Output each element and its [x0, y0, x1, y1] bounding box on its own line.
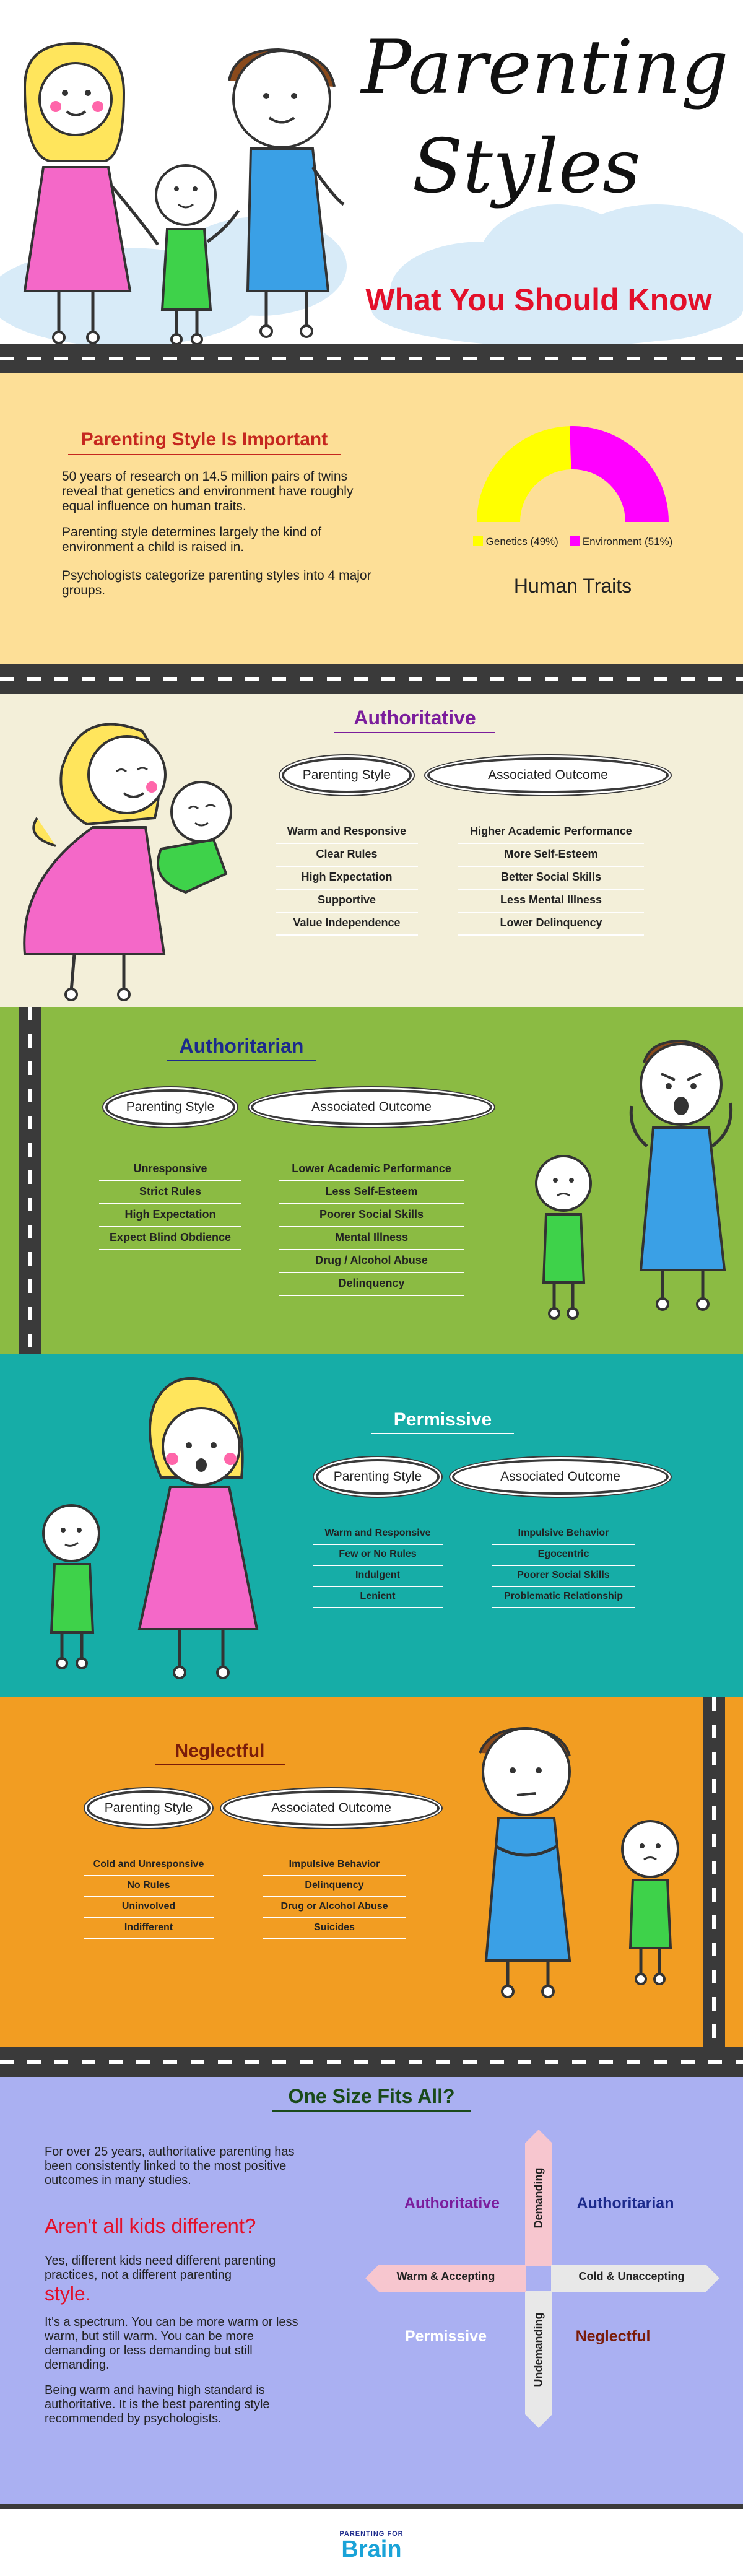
quadrant-neglectful: Neglectful: [575, 2328, 651, 2345]
style-item: Supportive: [276, 890, 418, 913]
road-divider: [0, 344, 743, 373]
angry-father-child-illustration: [520, 1007, 743, 1354]
outcome-item: Better Social Skills: [458, 867, 644, 890]
parenting-style-label: Parenting Style: [282, 757, 412, 793]
brand-logo[interactable]: [310, 2530, 433, 2561]
road-divider: [0, 2504, 743, 2509]
road-divider: [0, 664, 743, 694]
indifferent-father-child-illustration: [464, 1697, 700, 2047]
outcome-item: Impulsive Behavior: [492, 1524, 635, 1545]
quadrant-authoritative: Authoritative: [404, 2195, 500, 2212]
neglectful-style-list: [84, 1855, 214, 1939]
intro-section: [0, 373, 743, 664]
summary-heading: One Size Fits All?: [272, 2085, 471, 2112]
brand-small-text: PARENTING FOR: [339, 2530, 404, 2538]
intro-paragraph-1: 50 years of research on 14.5 million pairs of twins reveal that genetics and environment have roughly equal influence on human traits.: [62, 469, 354, 514]
outcome-item: Drug or Alcohol Abuse: [263, 1897, 406, 1918]
legend-label-environment: Environment (51%): [582, 536, 673, 547]
intro-paragraph-3: Psychologists categorize parenting styles into 4 major groups.: [62, 568, 372, 598]
outcome-item: Delinquency: [263, 1876, 406, 1897]
neglectful-section: [0, 1697, 743, 2047]
style-item: Warm and Responsive: [276, 821, 418, 844]
style-item: Warm and Responsive: [313, 1524, 443, 1545]
outcome-item: Suicides: [263, 1918, 406, 1939]
authoritarian-section: [0, 1007, 743, 1354]
quadrant-authoritarian: Authoritarian: [576, 2195, 674, 2212]
style-item: Value Independence: [276, 913, 418, 936]
road-divider-vertical: [19, 1007, 41, 1354]
chart-legend: [461, 536, 684, 548]
style-item: Clear Rules: [276, 844, 418, 867]
associated-outcome-label: Associated Outcome: [452, 1459, 669, 1495]
summary-section: [0, 2077, 743, 2504]
road-divider: [0, 2047, 743, 2077]
authoritative-outcome-list: [458, 821, 644, 936]
mother-holding-baby-illustration: [0, 694, 248, 1007]
style-item: Cold and Unresponsive: [84, 1855, 214, 1876]
legend-label-genetics: Genetics (49%): [485, 536, 558, 547]
outcome-item: Mental Illness: [279, 1227, 464, 1250]
summary-paragraph-4: Being warm and having high standard is authoritative. It is the best parenting style recommended by psychologists.: [45, 2383, 270, 2426]
outcome-item: Poorer Social Skills: [492, 1566, 635, 1587]
style-item: Lenient: [313, 1587, 443, 1608]
outcome-item: Higher Academic Performance: [458, 821, 644, 844]
summary-paragraph-1: For over 25 years, authoritative parenting has been consistently linked to the most positive outcomes in many studies.: [45, 2145, 295, 2187]
pie-slice-environment: [570, 426, 669, 522]
permissive-section: [0, 1354, 743, 1697]
pie-slice-genetics: [477, 426, 571, 522]
style-item: Unresponsive: [99, 1159, 241, 1181]
associated-outcome-label: Associated Outcome: [251, 1089, 492, 1125]
legend-item-genetics: [473, 536, 558, 548]
style-item: Strict Rules: [99, 1181, 241, 1204]
legend-swatch-genetics: [473, 536, 483, 546]
outcome-item: Lower Delinquency: [458, 913, 644, 936]
authoritative-style-list: [276, 821, 418, 936]
outcome-item: More Self-Esteem: [458, 844, 644, 867]
permissive-style-list: [313, 1524, 443, 1608]
outcome-item: Poorer Social Skills: [279, 1204, 464, 1227]
summary-paragraph-2-emphasis: style.: [45, 2282, 91, 2305]
axis-label-warm-accepting: Warm & Accepting: [396, 2270, 495, 2282]
outcome-item: Delinquency: [279, 1273, 464, 1296]
outcome-item: Less Self-Esteem: [279, 1181, 464, 1204]
brand-big-text: Brain: [341, 2536, 402, 2562]
family-illustration: [0, 0, 372, 344]
authoritative-section: [0, 694, 743, 1007]
summary-question: Aren't all kids different?: [45, 2214, 256, 2237]
axis-label-demanding: Demanding: [532, 2167, 545, 2229]
parenting-style-label: Parenting Style: [105, 1089, 235, 1125]
style-item: No Rules: [84, 1876, 214, 1897]
authoritarian-outcome-list: [279, 1159, 464, 1296]
intro-paragraph-2: Parenting style determines largely the kind of environment a child is raised in.: [62, 525, 322, 555]
parenting-style-label: Parenting Style: [87, 1790, 211, 1826]
authoritarian-title: Authoritarian: [167, 1035, 316, 1061]
parenting-style-label: Parenting Style: [316, 1459, 440, 1495]
style-item: Few or No Rules: [313, 1545, 443, 1566]
permissive-title: Permissive: [372, 1409, 514, 1434]
outcome-item: Egocentric: [492, 1545, 635, 1566]
neglectful-title: Neglectful: [155, 1741, 285, 1765]
header-section: [0, 0, 743, 344]
neglectful-outcome-list: [263, 1855, 406, 1939]
associated-outcome-label: Associated Outcome: [427, 757, 669, 793]
page-subtitle: What You Should Know: [365, 282, 712, 317]
footer: [0, 2504, 743, 2576]
authoritative-title: Authoritative: [334, 707, 495, 733]
page-title-line1: Parenting: [361, 25, 729, 111]
outcome-item: Drug / Alcohol Abuse: [279, 1250, 464, 1273]
style-item: Expect Blind Obdience: [99, 1227, 241, 1250]
legend-swatch-environment: [570, 536, 580, 546]
chart-caption: Human Traits: [513, 575, 632, 597]
outcome-item: Impulsive Behavior: [263, 1855, 406, 1876]
outcome-item: Less Mental Illness: [458, 890, 644, 913]
human-traits-chart: [471, 420, 675, 531]
worried-mother-child-illustration: [31, 1354, 316, 1697]
style-item: Indifferent: [84, 1918, 214, 1939]
outcome-item: Lower Academic Performance: [279, 1159, 464, 1181]
outcome-item: Problematic Relationship: [492, 1587, 635, 1608]
quadrant-permissive: Permissive: [404, 2328, 487, 2345]
style-item: High Expectation: [99, 1204, 241, 1227]
road-divider-vertical: [703, 1697, 725, 2047]
page-title-line2: Styles: [412, 124, 641, 210]
style-item: High Expectation: [276, 867, 418, 890]
intro-heading: Parenting Style Is Important: [68, 429, 341, 455]
axis-label-cold-unaccepting: Cold & Unaccepting: [578, 2270, 685, 2282]
summary-paragraph-2-text: Yes, different kids need different parenting practices, not a different parenting: [45, 2254, 276, 2282]
style-item: Indulgent: [313, 1566, 443, 1587]
authoritarian-style-list: [99, 1159, 241, 1250]
style-item: Uninvolved: [84, 1897, 214, 1918]
associated-outcome-label: Associated Outcome: [223, 1790, 440, 1826]
summary-paragraph-2: [45, 2254, 280, 2305]
permissive-outcome-list: [492, 1524, 635, 1608]
legend-item-environment: [570, 536, 673, 548]
summary-paragraph-3: It's a spectrum. You can be more warm or less warm, but still warm. You can be more demanding or less demanding but still demanding.: [45, 2315, 298, 2372]
axis-label-undemanding: Undemanding: [532, 2312, 545, 2387]
